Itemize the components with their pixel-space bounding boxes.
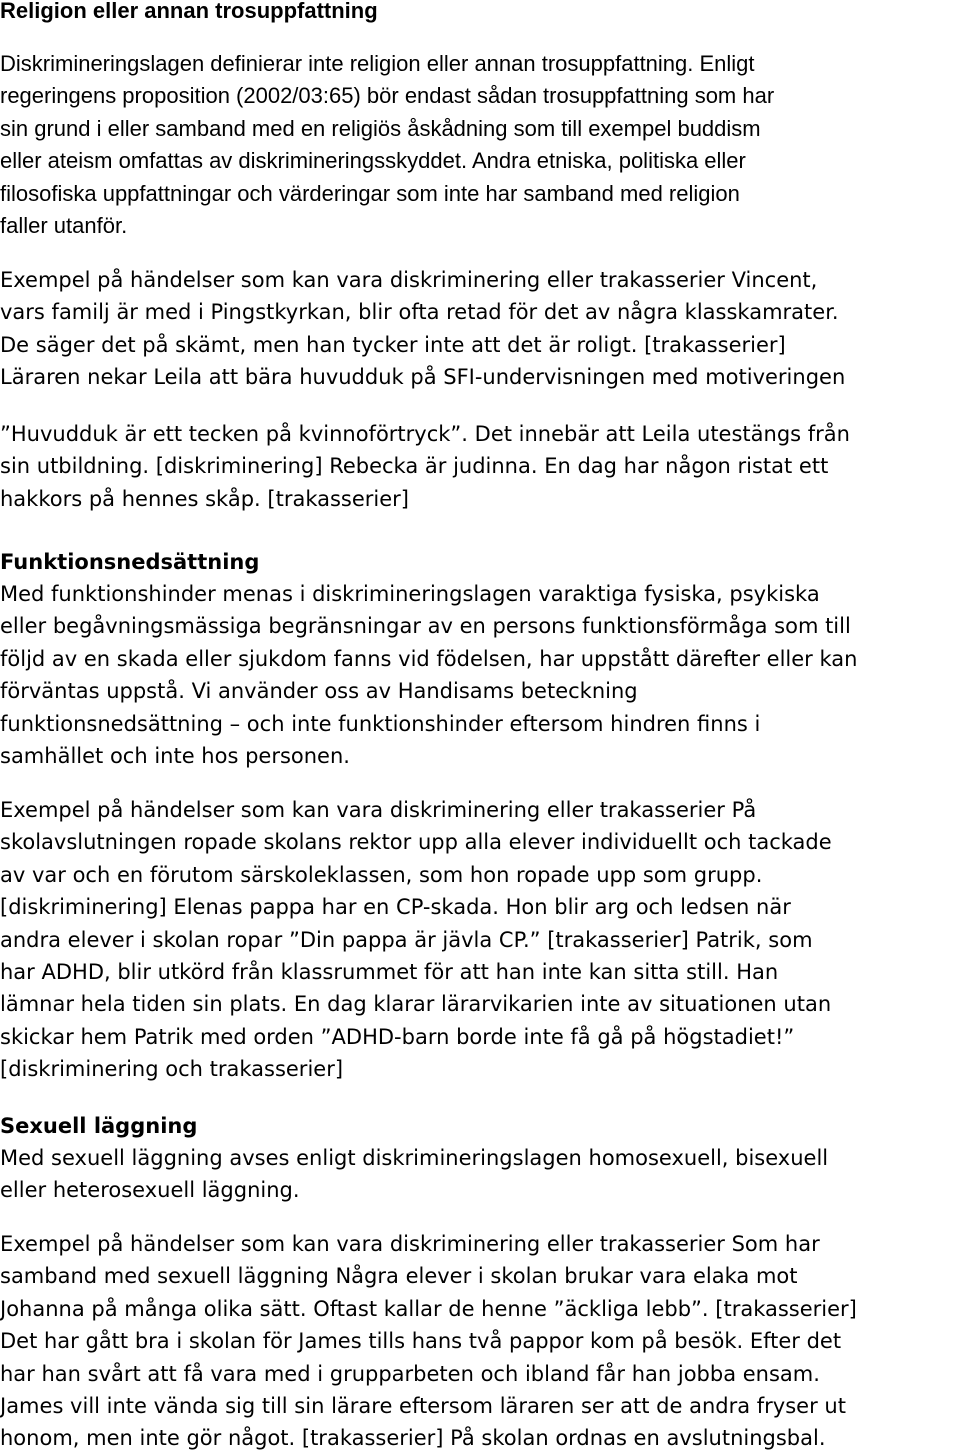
text-line: hakkors på hennes skåp. [trakasserier] <box>0 486 409 511</box>
text-line: funktionsnedsättning – och inte funktionshinder eftersom hindren finns i <box>0 711 761 736</box>
religion-examples-paragraph-continued <box>0 418 960 515</box>
text-line: Johanna på många olika sätt. Oftast kallar de henne ”äckliga lebb”. [trakasserier] <box>0 1296 857 1321</box>
text-line: faller utanför. <box>0 212 128 238</box>
text-line: honom, men inte gör något. [trakasserier] På skolan ordnas en avslutningsbal. <box>0 1426 826 1451</box>
text-line: Det har gått bra i skolan för James tills hans två pappor kom på besök. Efter det <box>0 1329 842 1354</box>
text-line: samhället och inte hos personen. <box>0 743 350 768</box>
text-line: eller ateism omfattas av diskrimineringsskyddet. Andra etniska, politiska eller <box>0 148 746 174</box>
text-line: De säger det på skämt, men han tycker inte att det är roligt. [trakasserier] <box>0 332 786 357</box>
text-line: eller heterosexuell läggning. <box>0 1178 300 1203</box>
section-heading-religion: Religion eller annan trosuppfattning <box>0 0 378 23</box>
text-line: ”Huvudduk är ett tecken på kvinnoförtryck”. Det innebär att Leila utestängs från <box>0 422 850 446</box>
disability-examples-paragraph <box>0 794 960 1086</box>
disability-definition-paragraph <box>0 578 960 772</box>
text-line: regeringens proposition (2002/03:65) bör endast sådan trosuppfattning som har <box>0 83 775 109</box>
text-line: James vill inte vända sig till sin lärare eftersom läraren ser att de andra fryser ut <box>0 1393 846 1418</box>
text-line: Med funktionshinder menas i diskrimineringslagen varaktiga fysiska, psykiska <box>0 582 820 606</box>
text-line: [diskriminering] Elenas pappa har en CP-skada. Hon blir arg och ledsen när <box>0 895 791 920</box>
text-line: andra elever i skolan ropar ”Din pappa är jävla CP.” [trakasserier] Patrik, som <box>0 927 813 952</box>
text-line: [diskriminering och trakasserier] <box>0 1057 344 1082</box>
text-line: Läraren nekar Leila att bära huvudduk på SFI-undervisningen med motiveringen <box>0 365 846 390</box>
text-line: eller begåvningsmässiga begränsningar av en persons funktionsförmåga som till <box>0 614 851 639</box>
text-line: Med sexuell läggning avses enligt diskrimineringslagen homosexuell, bisexuell <box>0 1146 829 1170</box>
text-line: samband med sexuell läggning Några elever i skolan brukar vara elaka mot <box>0 1264 798 1289</box>
religion-definition-paragraph <box>0 48 960 242</box>
text-line: Diskrimineringslagen definierar inte religion eller annan trosuppfattning. Enligt <box>0 51 755 76</box>
text-line: Exempel på händelser som kan vara diskriminering eller trakasserier Som har <box>0 1232 820 1256</box>
religion-examples-paragraph <box>0 264 960 394</box>
sexual-orientation-examples-paragraph <box>0 1228 960 1455</box>
text-line: skolavslutningen ropade skolans rektor upp alla elever individuellt och tackade <box>0 830 832 855</box>
text-line: har han svårt att få vara med i grupparbeten och ibland får han jobba ensam. <box>0 1361 820 1386</box>
text-line: lämnar hela tiden sin plats. En dag klarar lärarvikarien inte av situationen utan <box>0 992 832 1017</box>
text-line: sin grund i eller samband med en religiös åskådning som till exempel buddism <box>0 115 761 141</box>
text-line: filosofiska uppfattningar och värderingar som inte har samband med religion <box>0 180 740 206</box>
text-line: följd av en skada eller sjukdom fanns vid födelsen, har uppstått därefter eller kan <box>0 646 858 671</box>
sexual-orientation-definition-paragraph <box>0 1142 960 1207</box>
text-line: har ADHD, blir utkörd från klassrummet för att han inte kan sitta still. Han <box>0 959 779 984</box>
text-line: sin utbildning. [diskriminering] Rebecka är judinna. En dag har någon ristat ett <box>0 454 829 479</box>
text-line: vars familj är med i Pingstkyrkan, blir ofta retad för det av några klasskamrater. <box>0 300 839 325</box>
text-line: Exempel på händelser som kan vara diskriminering eller trakasserier Vincent, <box>0 268 818 292</box>
text-line: av var och en förutom särskoleklassen, som hon ropade upp som grupp. <box>0 862 763 887</box>
text-line: förväntas uppstå. Vi använder oss av Handisams beteckning <box>0 679 638 704</box>
section-heading-disability: Funktionsnedsättning <box>0 550 260 574</box>
text-line: skickar hem Patrik med orden ”ADHD-barn borde inte få gå på högstadiet!” <box>0 1024 795 1049</box>
section-heading-sexual-orientation: Sexuell läggning <box>0 1114 198 1138</box>
text-line: Exempel på händelser som kan vara diskriminering eller trakasserier På <box>0 798 757 822</box>
